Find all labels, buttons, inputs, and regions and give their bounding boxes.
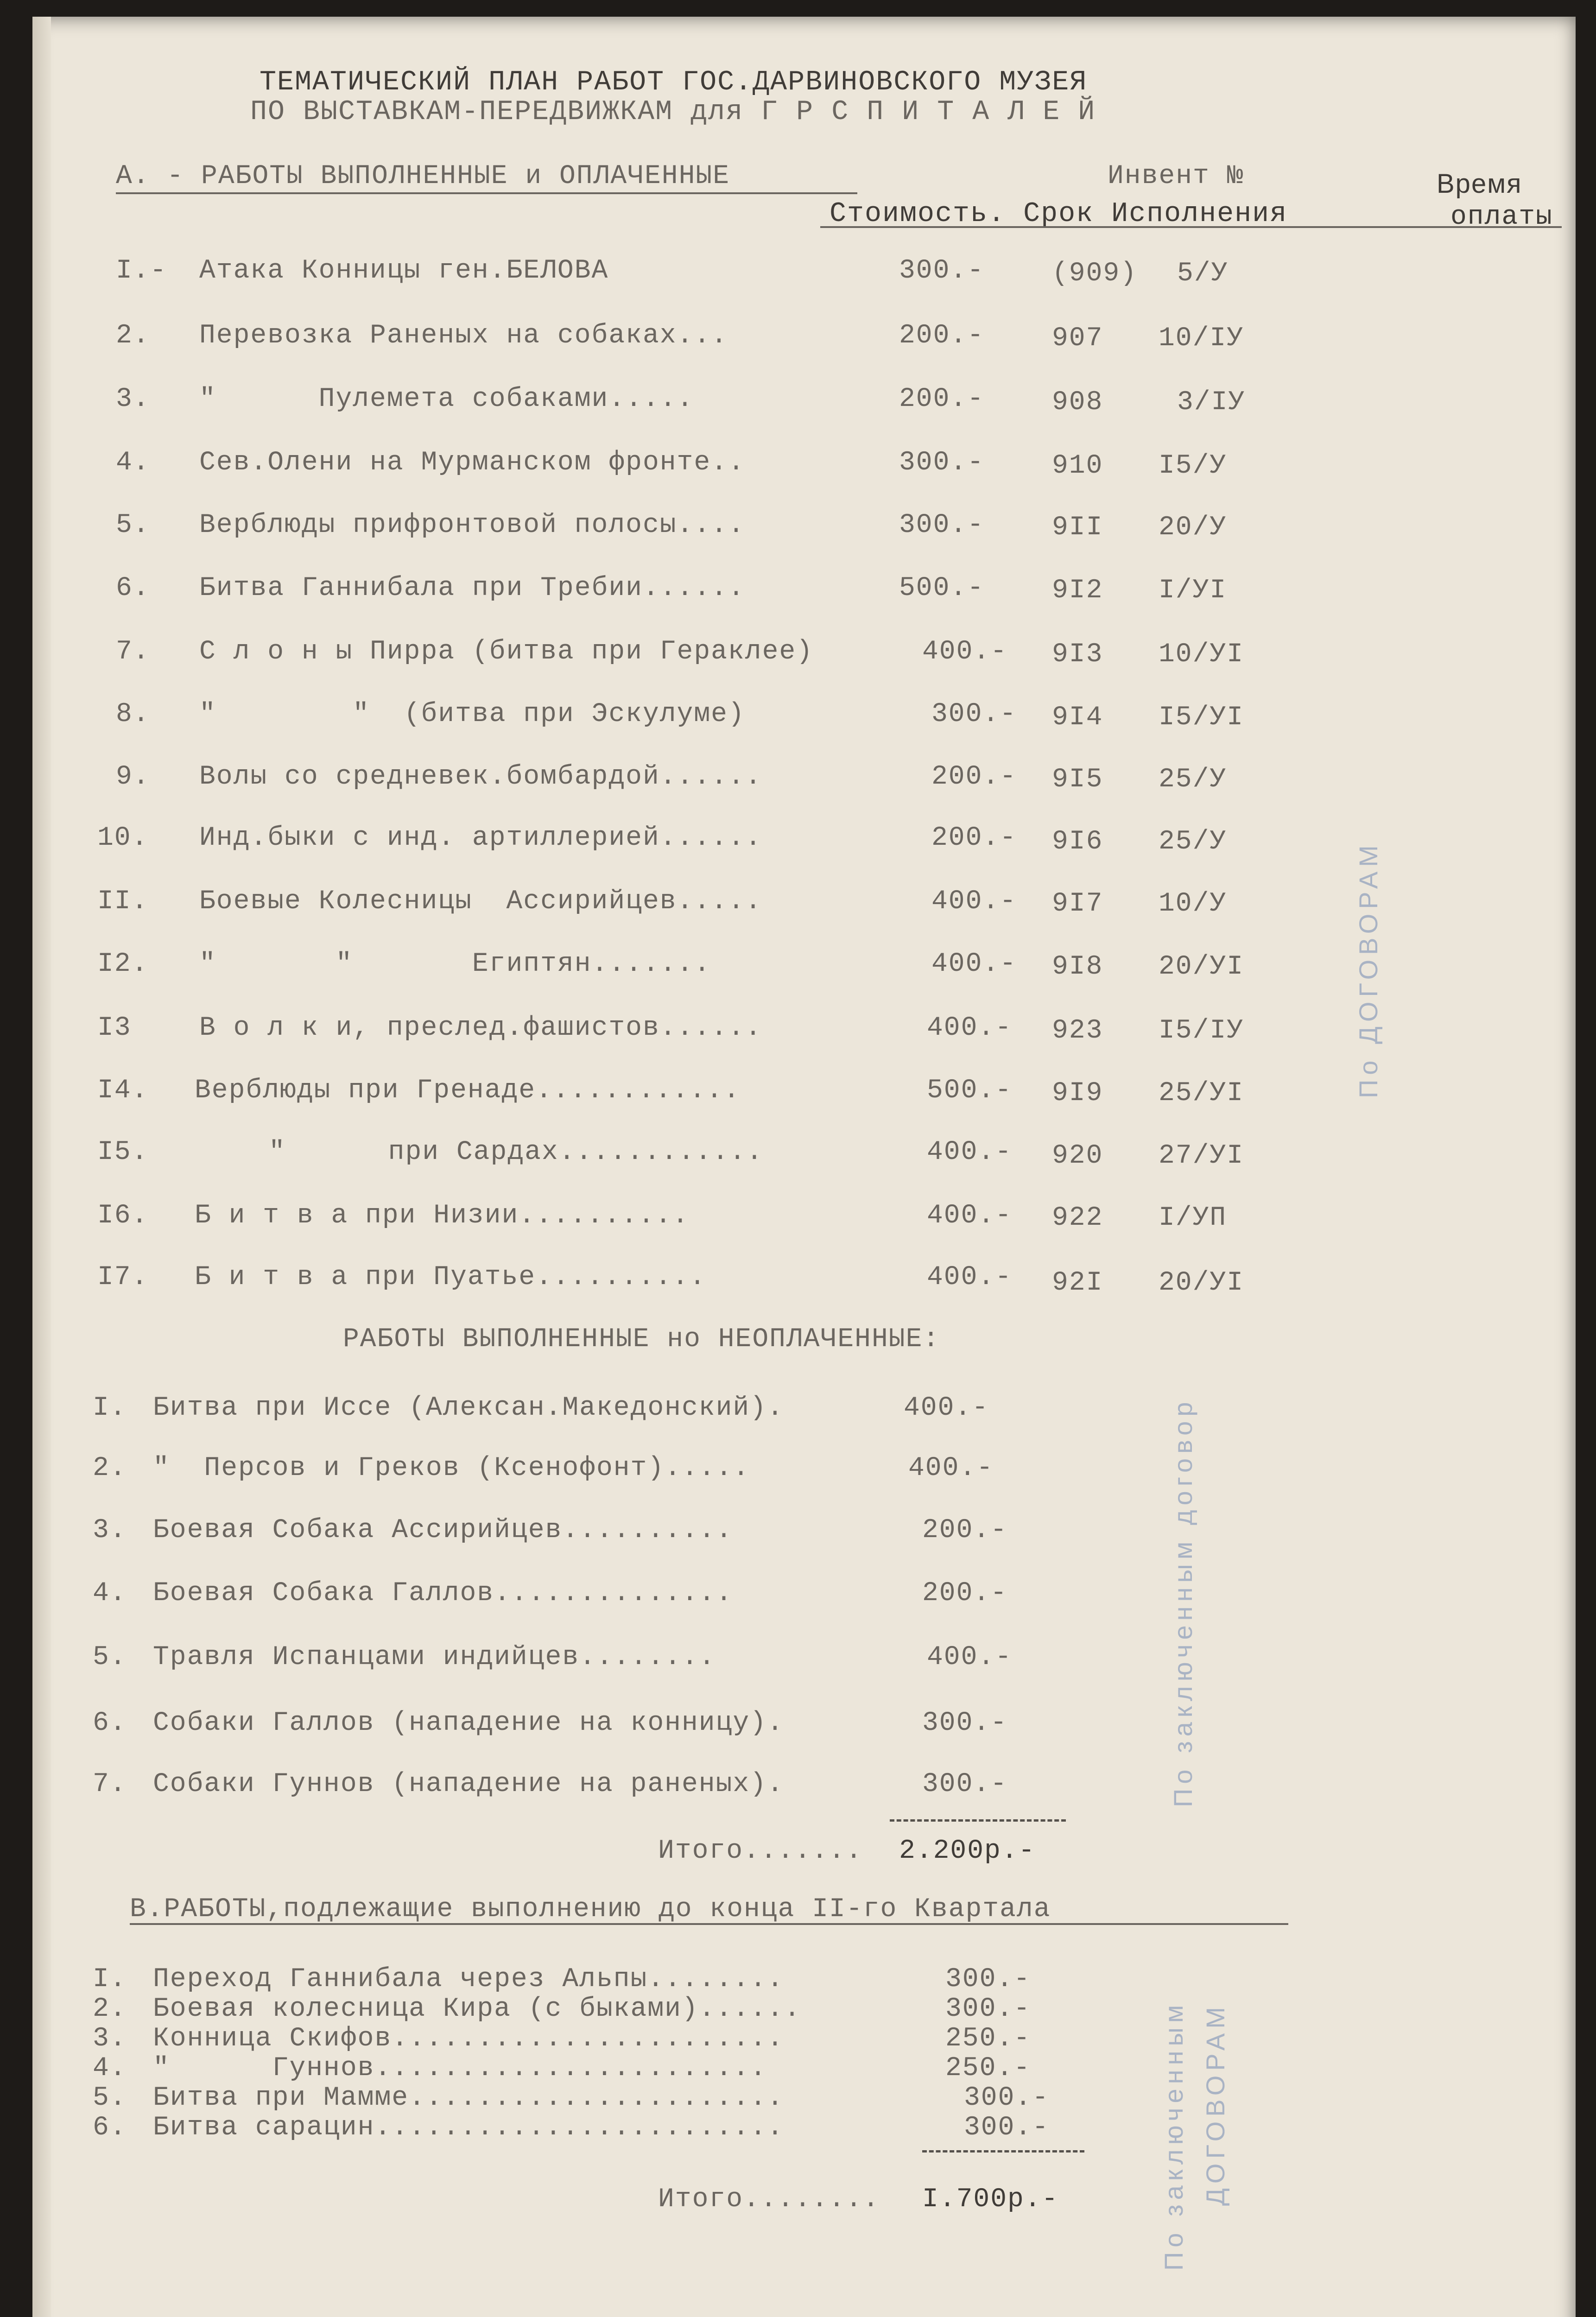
row-number: 10. [97,823,149,853]
row-inventory-number: 910 [1052,451,1103,481]
row-number: 6. [93,2113,127,2143]
row-cost: 300.- [945,1994,1031,2024]
row-cost: 400.- [904,1393,989,1423]
row-title: Боевая колесница Кира (с быками)...... [153,1994,801,2024]
row-inventory-number: 9I9 [1052,1078,1103,1108]
row-cost: 400.- [931,886,1017,917]
row-title: Собаки Галлов (нападение на конницу). [153,1708,784,1738]
row-inventory-number: 9I7 [1052,889,1103,919]
row-inventory-number: 9I6 [1052,827,1103,857]
row-number: 4. [93,2053,127,2083]
column-payment-header: оплаты [1450,202,1553,232]
row-title: Б и т в а при Пуатье.......... [195,1262,707,1292]
page-fold [32,17,51,2317]
row-number: 3. [93,2024,127,2054]
row-title: Битва при Иссе (Алексан.Македонский). [153,1393,784,1423]
row-cost: 400.- [927,1262,1013,1292]
total-value-b: I.700р.- [922,2184,1059,2215]
document-subtitle: ПО ВЫСТАВКАМ-ПЕРЕДВИЖКАМ для Г Р С П И Т А Л Е Й [250,96,1096,128]
row-deadline: I5/УI [1159,703,1244,733]
row-number: I3 [97,1013,132,1043]
row-title: В о л к и, преслед.фашистов...... [199,1013,762,1043]
row-number: 6. [93,1708,127,1738]
row-cost: 300.- [931,699,1017,729]
row-inventory-number: 9I2 [1052,576,1103,606]
row-title: Б и т в а при Низии.......... [195,1201,690,1231]
row-deadline: 20/УI [1159,952,1244,982]
row-title: Перевозка Раненых на собаках... [199,321,728,351]
row-cost: 300.- [922,1769,1008,1799]
row-deadline: I/УП [1159,1203,1227,1233]
row-cost: 500.- [899,573,985,603]
row-number: II. [97,886,149,917]
row-number: 8. [116,699,150,729]
row-cost: 250.- [945,2053,1031,2083]
row-number: 9. [116,762,150,792]
row-deadline: 10/IУ [1159,323,1244,354]
row-number: 3. [116,384,150,414]
row-title: Травля Испанцами индийцев........ [153,1642,716,1672]
margin-note-concluded-2: ДОГОВОРАМ [1201,2002,1230,2206]
row-deadline: 25/УI [1159,1078,1244,1108]
row-cost: 200.- [931,762,1017,792]
row-cost: 400.- [927,1201,1013,1231]
row-number: I.- [116,256,167,286]
row-title: " " (битва при Эскулуме) [199,699,745,729]
row-number: 5. [93,2083,127,2113]
total-label-b: Итого........ [658,2184,880,2215]
document-title: ТЕМАТИЧЕСКИЙ ПЛАН РАБОТ ГОС.ДАРВИНОВСКОГО МУЗЕЯ [260,67,1088,98]
unpaid-heading: РАБОТЫ ВЫПОЛНЕННЫЕ но НЕОПЛАЧЕННЫЕ: [343,1324,940,1355]
row-deadline: 27/УI [1159,1141,1244,1171]
row-deadline: I5/IУ [1159,1016,1244,1046]
row-title: Конница Скифов....................... [153,2024,784,2054]
row-deadline: I5/У [1159,451,1227,481]
column-time-header: Время [1437,169,1522,199]
row-inventory-number: 922 [1052,1203,1103,1233]
row-number: 2. [93,1994,127,2024]
row-cost: 200.- [922,1578,1008,1608]
row-cost: 300.- [964,2113,1050,2143]
row-inventory-number: 907 [1052,323,1103,354]
row-title: " при Сардах............ [269,1137,764,1167]
row-number: I. [93,1964,127,1994]
row-number: 2. [93,1453,127,1483]
row-title: Атака Конницы ген.БЕЛОВА [199,256,609,286]
row-number: 7. [116,637,150,667]
row-deadline: 25/У [1159,765,1227,795]
row-number: I7. [97,1262,149,1292]
row-cost: 400.- [927,1013,1013,1043]
column-invent-header: Инвент № [1108,161,1244,191]
total-rule [890,1819,1066,1822]
row-cost: 250.- [945,2024,1031,2054]
margin-note-contracts: По ДОГОВОРАМ [1354,841,1383,1098]
row-deadline: 5/У [1177,259,1229,289]
row-cost: 400.- [927,1642,1013,1672]
row-cost: 300.- [899,256,985,286]
row-cost: 300.- [922,1708,1008,1738]
row-title: " " Египтян....... [199,949,711,979]
row-inventory-number: 9II [1052,513,1103,543]
row-title: Переход Ганнибала через Альпы........ [153,1964,784,1994]
margin-note-concluded-contracts: По заключенным договор [1168,1397,1197,1807]
row-number: 6. [116,573,150,603]
row-number: 7. [93,1769,127,1799]
row-cost: 400.- [927,1137,1013,1167]
row-title: Верблюды при Гренаде............ [195,1076,741,1106]
row-number: 4. [116,448,150,478]
row-title: Боевые Колесницы Ассирийцев..... [199,886,762,917]
row-title: Битва Ганнибала при Требии...... [199,573,745,603]
row-cost: 500.- [927,1076,1013,1106]
row-number: I2. [97,949,149,979]
row-deadline: 20/У [1159,513,1227,543]
row-title: Сев.Олени на Мурманском фронте.. [199,448,745,478]
row-title: " Пулемета собаками..... [199,384,694,414]
row-title: Битва при Мамме...................... [153,2083,784,2113]
row-title: Волы со средневек.бомбардой...... [199,762,762,792]
row-inventory-number: (909) [1052,259,1138,289]
row-cost: 400.- [931,949,1017,979]
row-inventory-number: 9I3 [1052,639,1103,670]
row-number: I4. [97,1076,149,1106]
row-cost: 200.- [899,384,985,414]
row-deadline: 3/IУ [1177,387,1246,418]
total-rule-b [922,2150,1084,2152]
section-b-heading: В.РАБОТЫ,подлежащие выполнению до конца II-го Квартала [130,1894,1051,1925]
row-title: Собаки Гуннов (нападение на раненых). [153,1769,784,1799]
row-number: 2. [116,321,150,351]
row-title: С л о н ы Пирра (битва при Гераклее) [199,637,814,667]
row-cost: 200.- [931,823,1017,853]
row-deadline: I/УI [1159,576,1227,606]
row-cost: 300.- [899,510,985,540]
section-b-underline [130,1923,1288,1925]
row-number: 5. [116,510,150,540]
row-cost: 300.- [945,1964,1031,1994]
row-title: " Персов и Греков (Ксенофонт)..... [153,1453,750,1483]
row-number: 3. [93,1515,127,1545]
row-cost: 300.- [899,448,985,478]
row-cost: 300.- [964,2083,1050,2113]
row-inventory-number: 9I8 [1052,952,1103,982]
row-inventory-number: 92I [1052,1268,1103,1298]
row-inventory-number: 908 [1052,387,1103,418]
row-title: " Гуннов....................... [153,2053,767,2083]
row-number: I6. [97,1201,149,1231]
row-cost: 400.- [908,1453,994,1483]
section-a-heading: А. - РАБОТЫ ВЫПОЛНЕННЫЕ и ОПЛАЧЕННЫЕ [116,161,730,191]
total-value: 2.200р.- [899,1836,1036,1866]
row-inventory-number: 920 [1052,1141,1103,1171]
section-a-underline [116,192,857,194]
row-inventory-number: 923 [1052,1016,1103,1046]
row-number: I. [93,1393,127,1423]
row-deadline: 25/У [1159,827,1227,857]
margin-note-concluded-1: По заключенным [1159,2000,1188,2271]
row-number: I5. [97,1137,149,1167]
row-cost: 400.- [922,637,1008,667]
row-title: Битва сарацин........................ [153,2113,784,2143]
row-inventory-number: 9I4 [1052,703,1103,733]
column-header-underline [820,226,1562,228]
row-inventory-number: 9I5 [1052,765,1103,795]
row-cost: 200.- [922,1515,1008,1545]
row-deadline: 10/УI [1159,639,1244,670]
row-number: 4. [93,1578,127,1608]
row-title: Инд.быки с инд. артиллерией...... [199,823,762,853]
total-label: Итого....... [658,1836,863,1866]
row-title: Боевая Собака Галлов.............. [153,1578,733,1608]
row-title: Верблюды прифронтовой полосы.... [199,510,745,540]
row-deadline: 10/У [1159,889,1227,919]
column-cost-deadline-header: Стоимость. Срок Исполнения [830,198,1288,230]
row-number: 5. [93,1642,127,1672]
row-deadline: 20/УI [1159,1268,1244,1298]
row-title: Боевая Собака Ассирийцев.......... [153,1515,733,1545]
row-cost: 200.- [899,321,985,351]
